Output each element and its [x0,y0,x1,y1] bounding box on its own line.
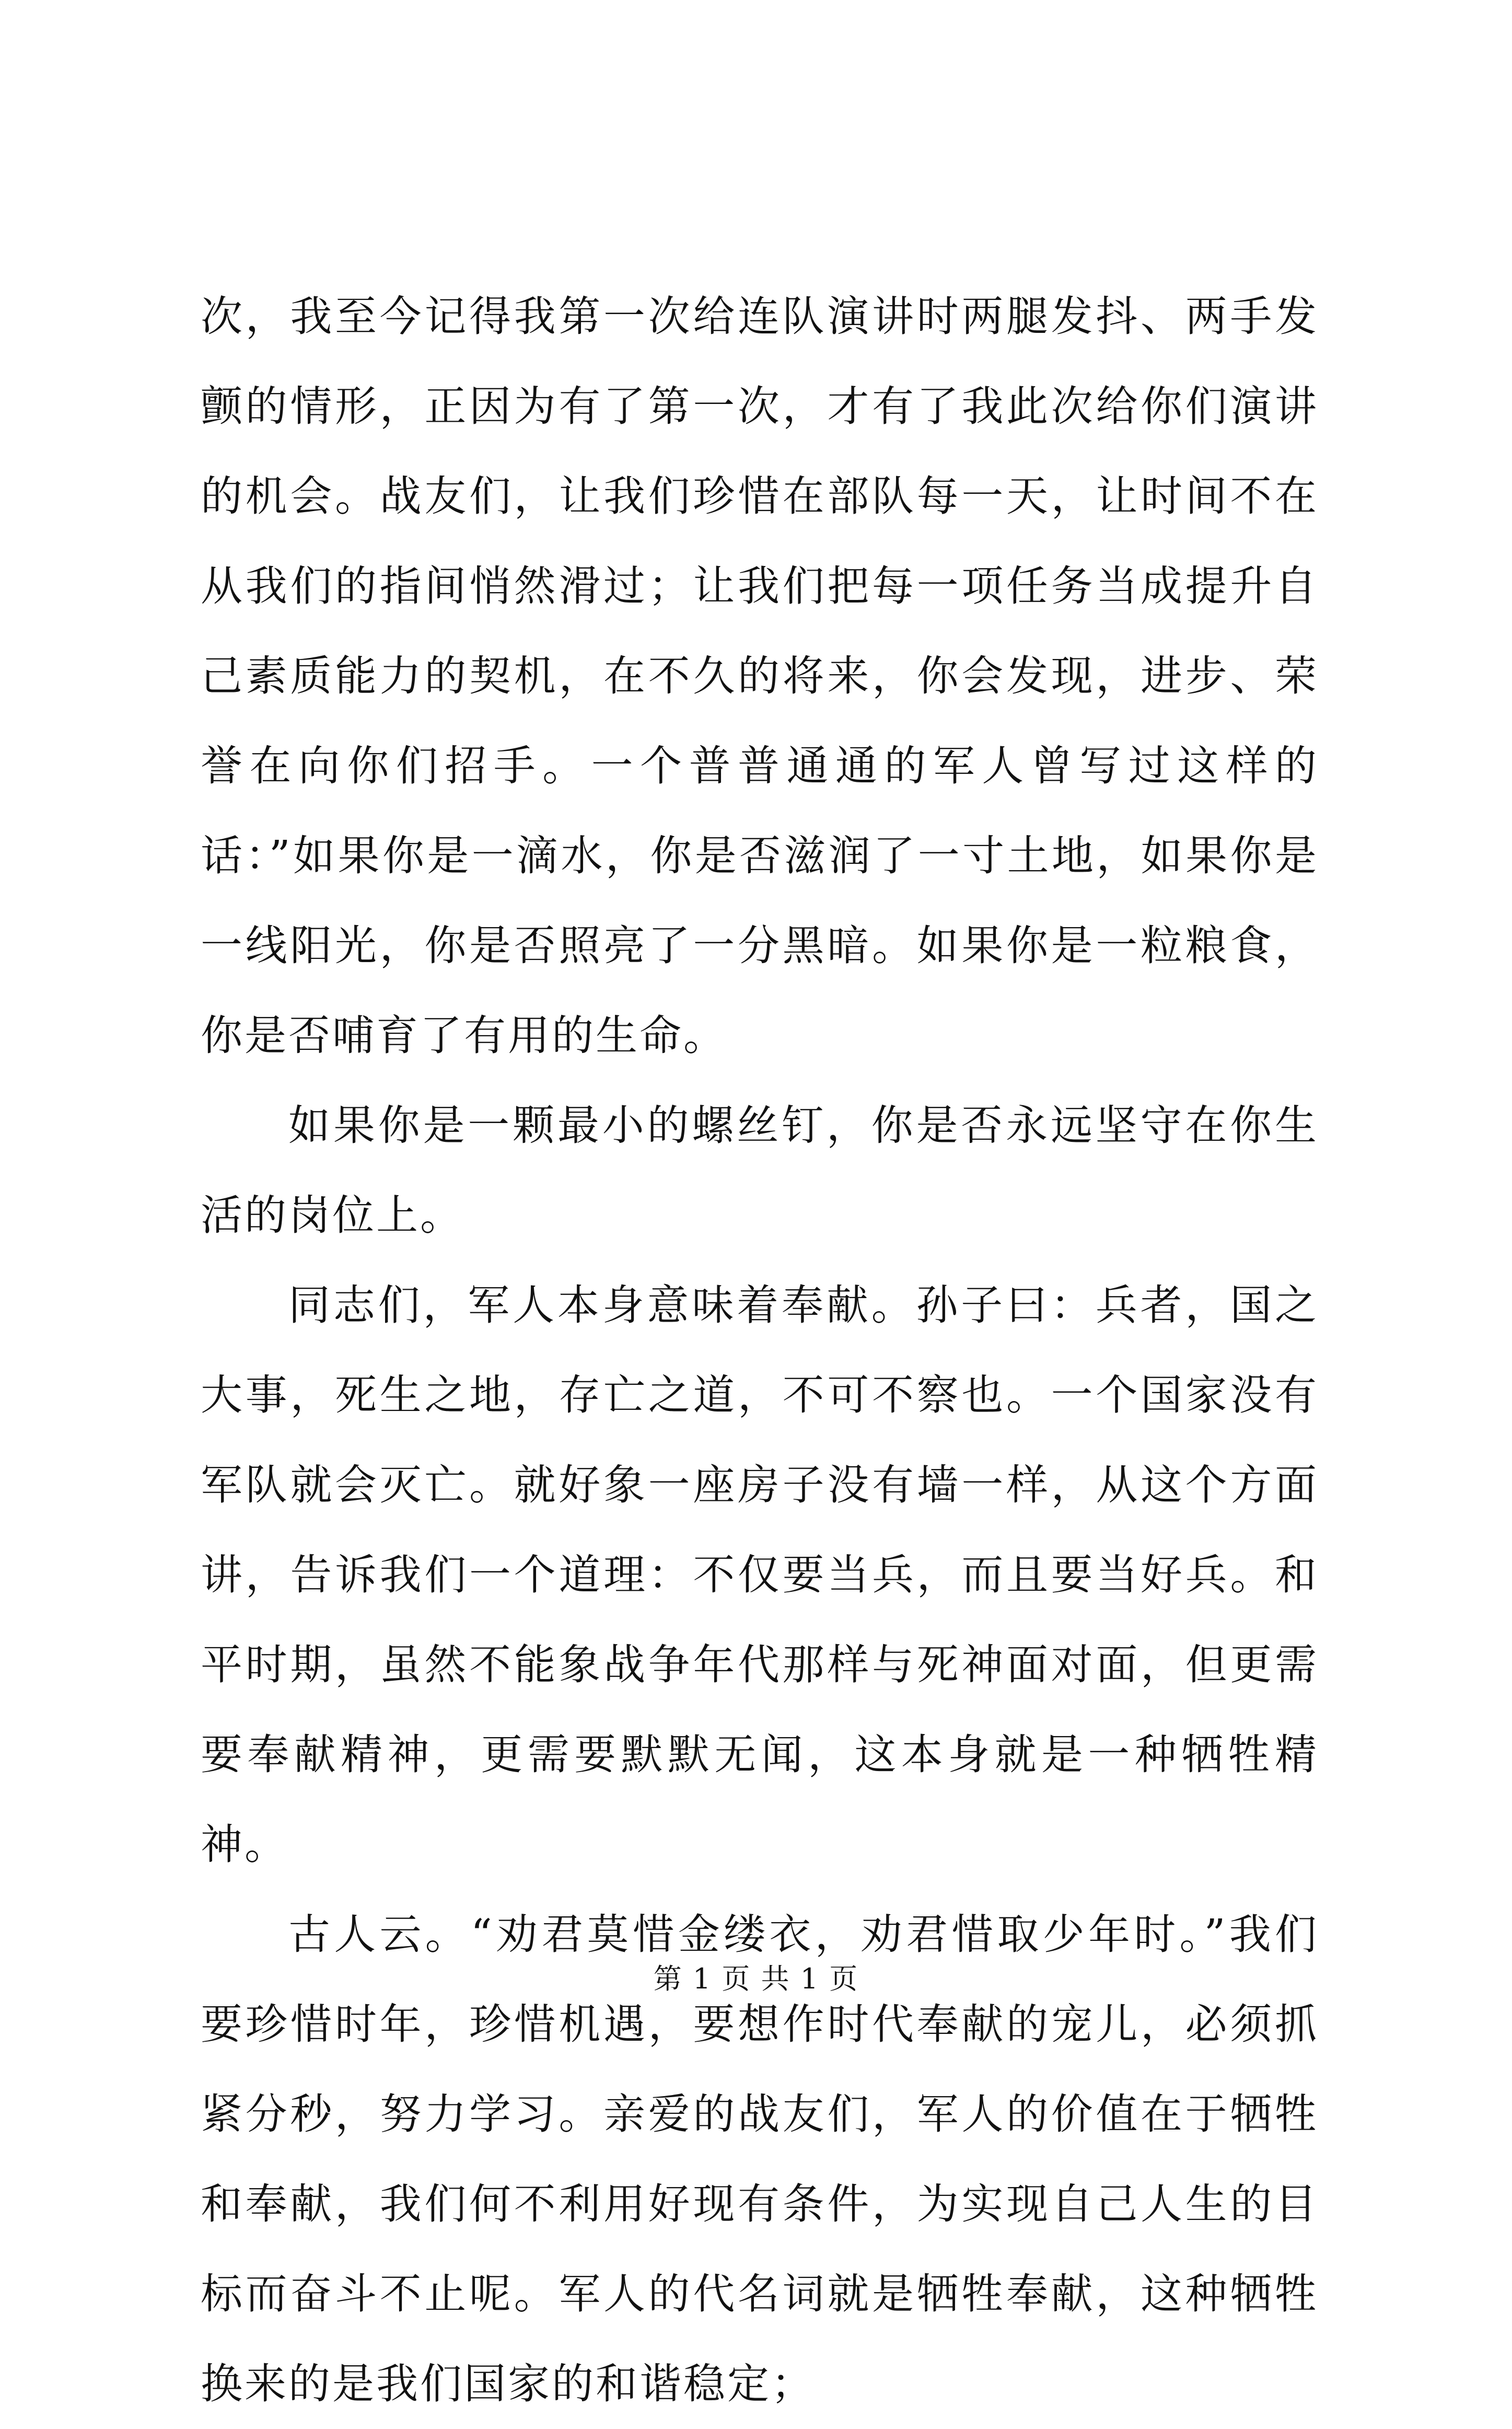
paragraph-continued: 次，我至今记得我第一次给连队演讲时两腿发抖、两手发颤的情形，正因为有了第一次，才有了我此次给你们演讲的机会。战友们，让我们珍惜在部队每一天，让时间不在从我们的指间悄然滑过；让我们把每一项任务当成提升自己素质能力的契机，在不久的将来，你会发现，进步、荣誉在向你们招手。一个普普通通的军人曾写过这样的话：”如果你是一滴水，你是否滋润了一寸土地，如果你是一线阳光，你是否照亮了一分黑暗。如果你是一粒粮食，你是否哺育了有用的生命。 [201,292,1319,1060]
paragraph: 同志们，军人本身意味着奉献。孙子曰：兵者，国之大事，死生之地，存亡之道，不可不察也。一个国家没有军队就会灭亡。就好象一座房子没有墙一样，从这个方面讲，告诉我们一个道理：不仅要当兵，而且要当好兵。和平时期，虽然不能象战争年代那样与死神面对面，但更需要奉献精神，更需要默默无闻，这本身就是一种牺牲精神。 [201,1281,1319,1869]
paragraph: 古人云。“劝君莫惜金缕衣，劝君惜取少年时。”我们要珍惜时年，珍惜机遇，要想作时代奉献的宠儿，必须抓紧分秒，努力学习。亲爱的战友们，军人的价值在于牺牲和奉献，我们何不利用好现有条件，为实现自己人生的目标而奋斗不止呢。军人的代名词就是牺牲奉献，这种牺牲换来的是我们国家的和谐稳定； [201,1910,1319,2408]
paragraph: 如果你是一颗最小的螺丝钉，你是否永远坚守在你生活的岗位上。 [201,1101,1319,1240]
body-text [201,272,1319,2429]
page-footer: 第 1 页 共 1 页 [653,1962,859,1995]
